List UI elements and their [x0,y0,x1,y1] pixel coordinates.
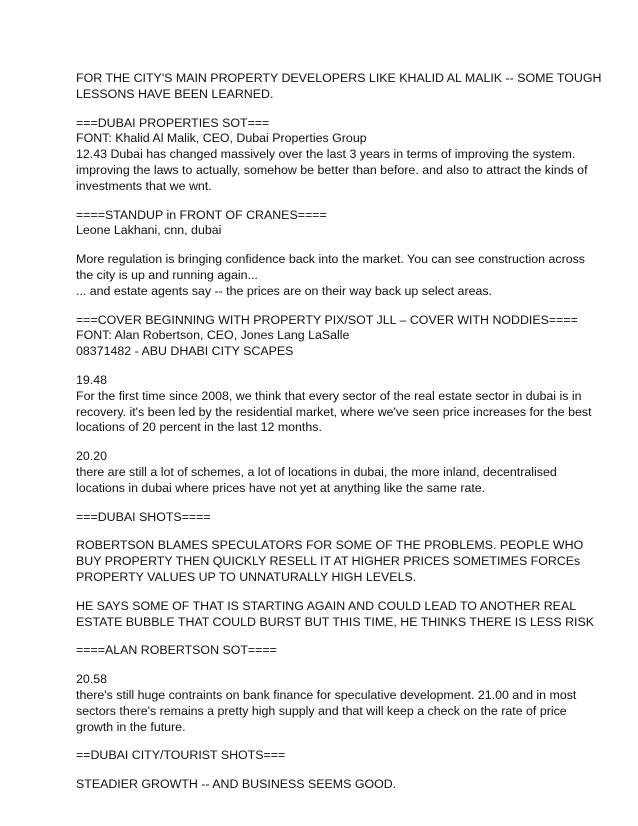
paragraph [76,252,596,299]
text-line: FONT: Alan Robertson, CEO, Jones Lang LaSalle [76,328,350,343]
paragraph [76,538,596,585]
text-line: For the first time since 2008, we think that every sector of the real estate sector in dubai is in [76,388,582,403]
text-line: ==DUBAI CITY/TOURIST SHOTS=== [76,748,286,763]
text-line: ... and estate agents say -- the prices are on their way back up select areas. [76,283,492,298]
paragraph [76,748,596,764]
text-line: PROPERTY VALUES UP TO UNNATURALLY HIGH LEVELS. [76,569,417,584]
text-line: FONT: Khalid Al Malik, CEO, Dubai Properties Group [76,131,367,146]
text-line: ===DUBAI SHOTS==== [76,509,211,524]
text-line: investments that we wnt. [76,178,212,193]
text-line: 19.48 [76,372,108,387]
text-line: ====STANDUP in FRONT OF CRANES==== [76,207,327,222]
document-page [76,71,602,806]
text-line: ===DUBAI PROPERTIES SOT=== [76,115,270,130]
paragraph [76,643,596,659]
paragraph [76,71,602,103]
text-line: the city is up and running again... [76,267,258,282]
text-line: ROBERTSON BLAMES SPECULATORS FOR SOME OF THE PROBLEMS. PEOPLE WHO [76,538,584,553]
text-line: More regulation is bringing confidence back into the market. You can see construction across [76,252,585,267]
text-line: 20.58 [76,672,108,687]
text-line: ===COVER BEGINNING WITH PROPERTY PIX/SOT JLL – COVER WITH NODDIES==== [76,312,578,327]
paragraph [76,449,596,496]
text-line: HE SAYS SOME OF THAT IS STARTING AGAIN AND COULD LEAD TO ANOTHER REAL [76,598,577,613]
paragraph [76,313,596,360]
text-line: BUY PROPERTY THEN QUICKLY RESELL IT AT HIGHER PRICES SOMETIMES FORCEs [76,554,581,569]
text-line: ESTATE BUBBLE THAT COULD BURST BUT THIS TIME, HE THINKS THERE IS LESS RISK [76,614,595,629]
text-line: there's still huge contraints on bank finance for speculative development. 21.00 and in most [76,687,577,702]
text-line: ====ALAN ROBERTSON SOT==== [76,643,277,658]
paragraph [76,373,596,436]
text-line: LESSONS HAVE BEEN LEARNED. [76,86,274,101]
text-line: growth in the future. [76,719,186,734]
paragraph [76,672,596,735]
document-body [76,71,602,793]
text-line: locations in dubai where prices have not yet at anything like the same rate. [76,480,486,495]
text-line: 08371482 - ABU DHABI CITY SCAPES [76,344,294,359]
text-line: STEADIER GROWTH -- AND BUSINESS SEEMS GOOD. [76,777,397,792]
text-line: sectors there's remains a pretty high supply and that will keep a check on the rate of price [76,703,567,718]
text-line: improving the laws to actually, somehow be better than before. and also to attract the kinds of [76,162,588,177]
paragraph [76,116,596,195]
text-line: there are still a lot of schemes, a lot of locations in dubai, the more inland, decentralised [76,464,557,479]
paragraph [76,599,596,631]
paragraph [76,777,596,793]
paragraph [76,208,596,240]
text-line: recovery. it's been led by the residential market, where we've seen price increases for the best [76,404,592,419]
text-line: FOR THE CITY'S MAIN PROPERTY DEVELOPERS LIKE KHALID AL MALIK -- SOME TOUGH [76,71,602,85]
text-line: locations of 20 percent in the last 12 months. [76,420,322,435]
text-line: Leone Lakhani, cnn, dubai [76,223,222,238]
text-line: 12.43 Dubai has changed massively over the last 3 years in terms of improving the system. [76,147,576,162]
paragraph [76,510,596,526]
text-line: 20.20 [76,449,108,464]
